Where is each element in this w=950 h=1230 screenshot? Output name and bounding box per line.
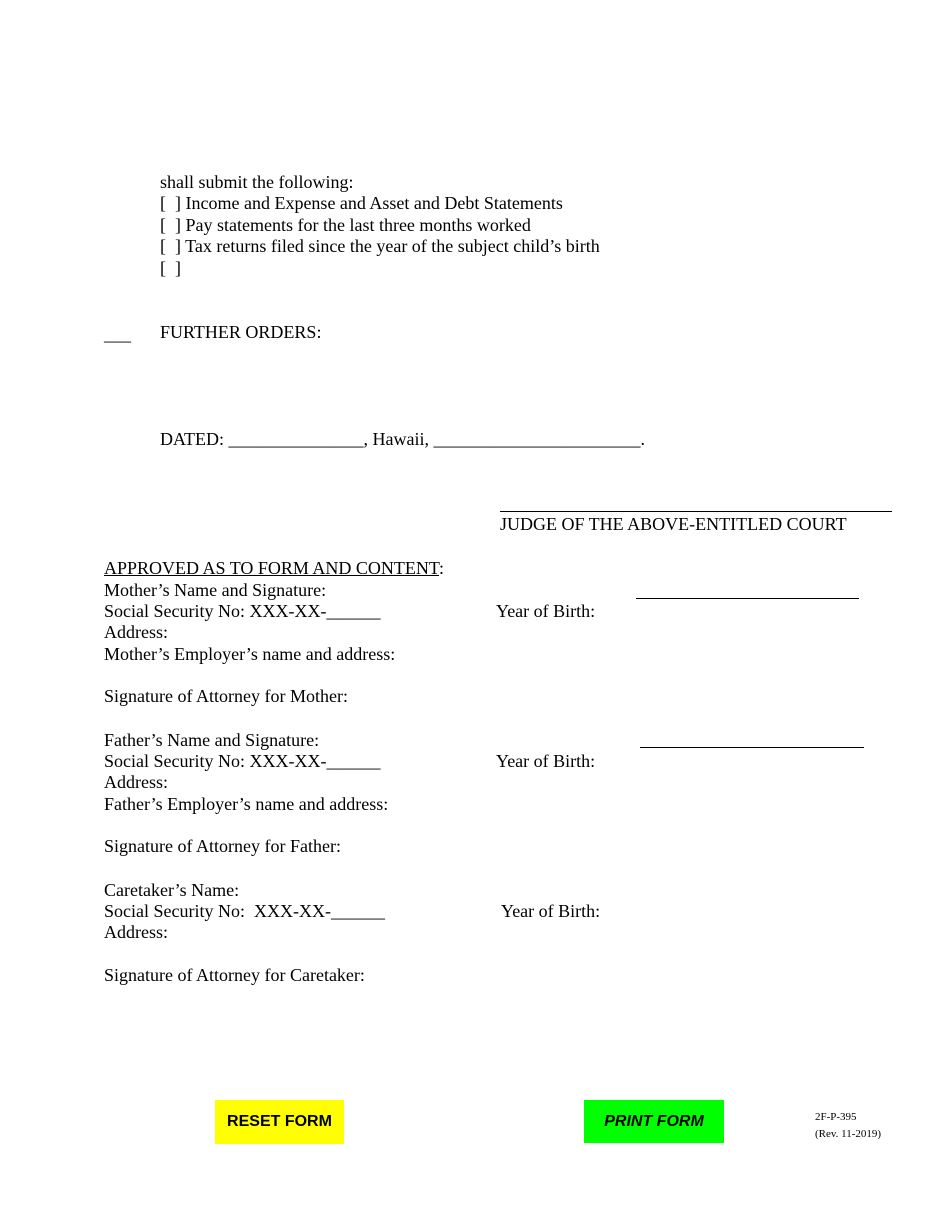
reset-form-button[interactable]: RESET FORM — [215, 1100, 344, 1144]
further-orders-label: FURTHER ORDERS: — [160, 322, 322, 342]
mother-attorney-signature-label: Signature of Attorney for Mother: — [104, 686, 348, 706]
mother-signature-line[interactable] — [636, 598, 859, 599]
father-attorney-signature-label: Signature of Attorney for Father: — [104, 836, 341, 856]
caretaker-address-label: Address: — [104, 922, 168, 942]
checkbox-income-expense[interactable]: [ ] Income and Expense and Asset and Debt Statements — [160, 193, 563, 213]
father-signature-line[interactable] — [640, 747, 864, 748]
form-code: 2F-P-395 — [815, 1111, 857, 1123]
mother-employer-label: Mother’s Employer’s name and address: — [104, 644, 396, 664]
print-form-button[interactable]: PRINT FORM — [584, 1100, 724, 1143]
checkbox-pay-statements[interactable]: [ ] Pay statements for the last three months worked — [160, 215, 531, 235]
judge-title: JUDGE OF THE ABOVE-ENTITLED COURT — [500, 514, 847, 534]
father-ssn[interactable]: Social Security No: XXX-XX-______ — [104, 751, 381, 771]
father-year-of-birth-label: Year of Birth: — [496, 751, 596, 771]
caretaker-year-of-birth-label: Year of Birth: — [501, 901, 601, 921]
judge-signature-line — [500, 511, 892, 512]
further-orders-blank[interactable]: ___ — [104, 324, 131, 344]
mother-ssn[interactable]: Social Security No: XXX-XX-______ — [104, 601, 381, 621]
caretaker-name-label: Caretaker’s Name: — [104, 880, 240, 900]
submit-intro: shall submit the following: — [160, 172, 354, 192]
dated-line[interactable]: DATED: _______________, Hawaii, _______________________. — [160, 429, 645, 449]
approved-heading-colon: : — [439, 558, 445, 578]
father-name-signature-label: Father’s Name and Signature: — [104, 730, 320, 750]
mother-address-label: Address: — [104, 622, 168, 642]
father-employer-label: Father’s Employer’s name and address: — [104, 794, 389, 814]
approved-heading-text: APPROVED AS TO FORM AND CONTENT — [104, 558, 439, 578]
caretaker-attorney-signature-label: Signature of Attorney for Caretaker: — [104, 965, 365, 985]
checkbox-other[interactable]: [ ] — [160, 258, 181, 278]
checkbox-tax-returns[interactable]: [ ] Tax returns filed since the year of the subject child’s birth — [160, 236, 600, 256]
caretaker-ssn[interactable]: Social Security No: XXX-XX-______ — [104, 901, 385, 921]
approved-heading — [104, 558, 444, 579]
father-address-label: Address: — [104, 772, 168, 792]
mother-year-of-birth-label: Year of Birth: — [496, 601, 596, 621]
form-revision: (Rev. 11-2019) — [815, 1128, 882, 1140]
mother-name-signature-label: Mother’s Name and Signature: — [104, 580, 327, 600]
